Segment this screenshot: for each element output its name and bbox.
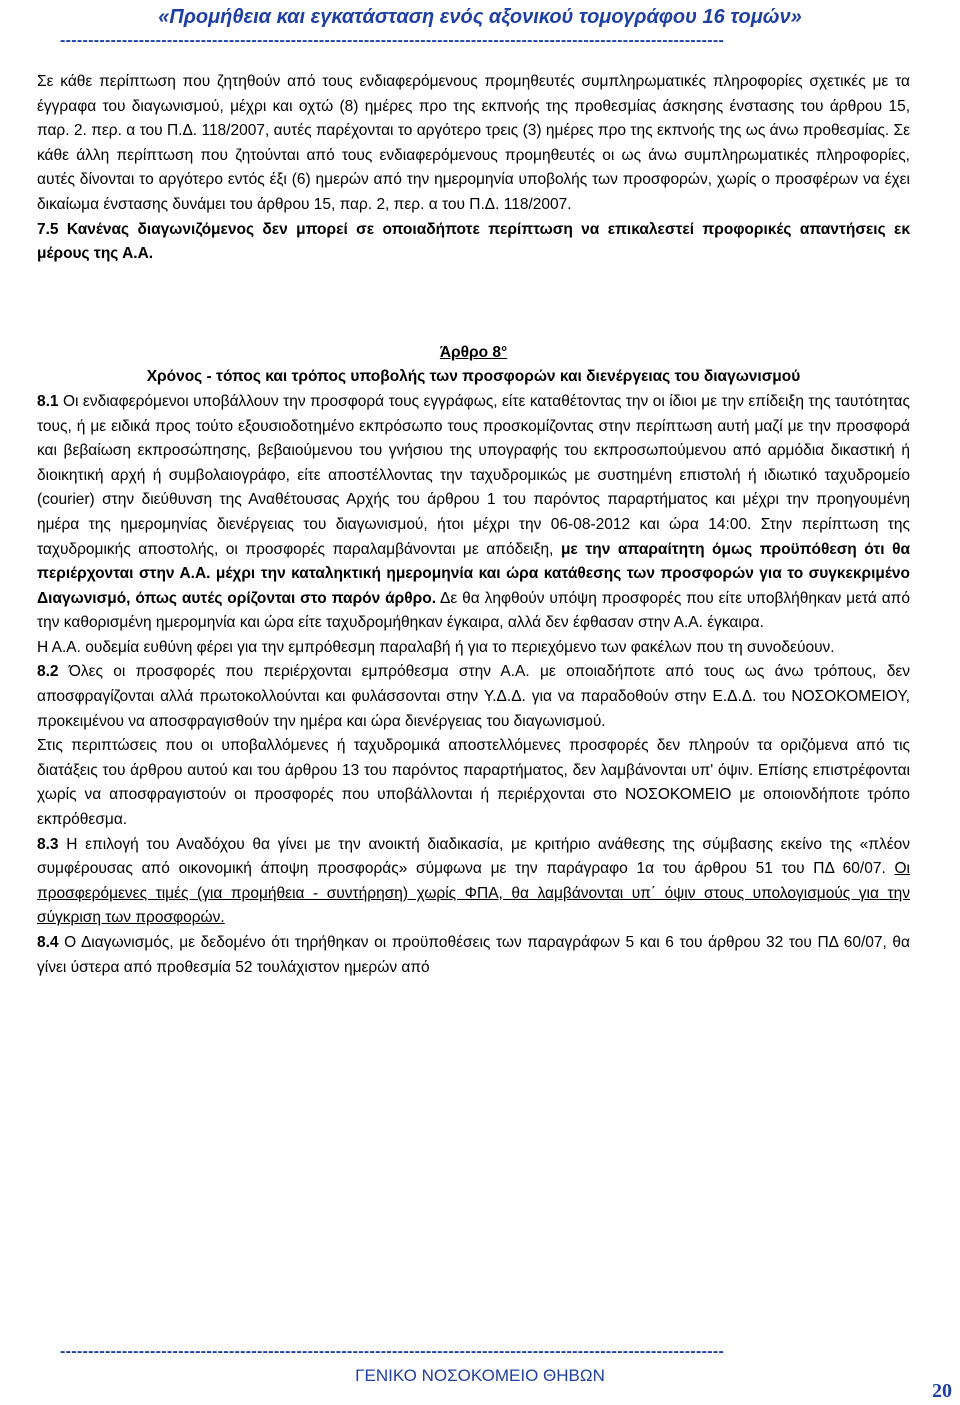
paragraph-7-4: Σε κάθε περίπτωση που ζητηθούν από τους ενδιαφερόμενους προμηθευτές συμπληρωματικές πληροφορίες σχετικές με τα έγγραφα του διαγωνισμού, μέχρι και οχτώ (8) ημέρες προ της εκπνοής της προθεσμίας άσκησης ένστασης του άρθρου 15, παρ. 2. περ. α του Π.Δ. 118/2007, αυτές παρέχονται το αργότερο τρεις (3) ημέρες προ της εκπνοής της ως άνω προθεσμίας. Σε κάθε άλλη περίπτωση που ζητούνται από τους ενδιαφερόμενους προμηθευτές οι ως άνω συμπληρωματικές πληροφορίες, αυτές δίνονται το αργότερο εντός έξι (6) ημερών από την ημερομηνία υποβολής των προσφορών, χωρίς ο προσφέρων να έχει δικαίωμα ένστασης δυνάμει του άρθρου 15, παρ. 2, περ. α του Π.Δ. 118/2007. [37, 73, 910, 213]
section-text: Όλες οι προσφορές που περιέρχονται εμπρόθεσμα στην Α.Α. με οποιαδήποτε από τους ως άνω τρόπους, δεν αποσφραγίζονται αλλά πρωτοκολλούνται και φυλάσσονται στην Υ.Δ.Δ. για να παραδοθούν στην Ε.Δ.Δ. του ΝΟΣΟΚΟΜΕΙΟΥ, προκειμένου να αποσφραγισθούν την ημέρα και ώρα διενέργειας του διαγωνισμού. [37, 663, 910, 730]
header-title: «Προμήθεια και εγκατάσταση ενός αξονικού τομογράφου 16 τομών» [158, 6, 802, 28]
footer-rule: ---------------------------------------------------------------------------------------------------------------------- [60, 1343, 725, 1360]
section-text: Δε θα ληφθούν υπόψη προσφορές που είτε υποβλήθηκαν μετά από την καθορισμένη ημερομηνία και ώρα είτε ταχυδρομήθηκαν έγκαιρα, αλλά δεν έφθασαν στην Α.Α. έγκαιρα. [37, 589, 910, 632]
article-title: Άρθρο 8° [439, 343, 508, 361]
body-text [37, 70, 910, 980]
section-bold-text: με την απαραίτητη όμως προϋπόθεση ότι θα περιέρχονται στην Α.Α. μέχρι την καταληκτική ημερομηνία και ώρα κατάθεσης των προσφορών για το συγκεκριμένο Διαγωνισμό, όπως αυτές ορίζονται στο παρόν άρθρο. [37, 540, 910, 607]
section-text: Ο Διαγωνισμός, με δεδομένο ότι τηρήθηκαν οι προϋποθέσεις των παραγράφων 5 και 6 του άρθρου 32 του ΠΔ 60/07, θα γίνει ύστερα από προθεσμία 52 τουλάχιστον ημερών από [37, 934, 910, 976]
section-8-2 [37, 660, 910, 734]
section-number: 8.3 [37, 835, 59, 853]
section-number: 8.4 [37, 934, 59, 951]
header-rule: ---------------------------------------------------------------------------------------------------------------------- [60, 32, 725, 49]
section-number: 8.2 [37, 663, 59, 681]
spacer [37, 267, 910, 341]
footer-org: ΓΕΝΙΚΟ ΝΟΣΟΚΟΜΕΙΟ ΘΗΒΩΝ [355, 1366, 605, 1385]
section-8-3 [37, 833, 910, 931]
section-text: Η επιλογή του Αναδόχου θα γίνει με την ανοικτή διαδικασία, με κριτήριο ανάθεσης της σύμβασης εκείνο της «πλέον συμφέρουσας από οικονομική άποψη προσφοράς» σύμφωνα με την παράγραφο 1α του άρθρου 51 του ΠΔ 60/07. [37, 835, 910, 878]
section-number: 8.1 [37, 392, 59, 410]
section-8-1 [37, 390, 910, 636]
paragraph-8-1-liability: Η Α.Α. ουδεμία ευθύνη φέρει για την εμπρόθεσμη παραλαβή ή για το περιεχόμενο των φακέλων που τη συνοδεύουν. [37, 638, 835, 656]
section-text: Οι ενδιαφερόμενοι υποβάλλουν την προσφορά τους εγγράφως, είτε καταθέτοντας την οι ίδιοι με την επίδειξη της ταυτότητας τους, ή με ειδικά προς τούτο εξουσιοδοτημένο εκπρόσωπο τους προσκομίζοντας στην περίπτωση αυτή μαζί με την προσφορά και βεβαίωση εκπροσώπησης, βεβαιούμενου του γνήσιου της υπογραφής του εκπροσωπούμενου από αρμόδια δικαστική ή διοικητική αρχή ή συμβολαιογράφο, είτε αποστέλλοντας την ταχυδρομικώς με συστημένη επιστολή ή ιδιωτικό ταχυδρομείο (courier) στην διεύθυνση της Αναθέτουσας Αρχής του άρθρου 1 του παρόντος παραρτήματος και μέχρι την προηγουμένη ημέρα της ημερομηνίας διενέργειας του διαγωνισμού, ήτοι μέχρι την 06-08-2012 και ώρα 14:00. Στην περίπτωση της ταχυδρομικής αποστολής, οι προσφορές παραλαμβάνονται με απόδειξη, [37, 392, 910, 558]
section-7-5: 7.5 Κανένας διαγωνιζόμενος δεν μπορεί σε οποιαδήποτε περίπτωση να επικαλεστεί προφορικές απαντήσεις εκ μέρους της Α.Α. [37, 220, 910, 263]
section-8-4 [37, 931, 910, 980]
article-subtitle: Χρόνος - τόπος και τρόπος υποβολής των προσφορών και διενέργειας του διαγωνισμού [146, 368, 801, 386]
section-underlined-text: Οι προσφερόμενες τιμές (για προμήθεια - συντήρηση) χωρίς ΦΠΑ, θα λαμβάνονται υπ΄ όψιν στους υπολογισμούς για την σύγκριση των προσφορών. [37, 860, 910, 927]
paragraph-8-2-returns: Στις περιπτώσεις που οι υποβαλλόμενες ή ταχυδρομικά αποστελλόμενες προσφορές δεν πληρούν τα οριζόμενα από τις διατάξεις του άρθρου αυτού και του άρθρου 13 του παρόντος παραρτήματος, δεν λαμβάνονται υπ' όψιν. Επίσης επιστρέφονται χωρίς να αποσφραγιστούν οι προσφορές που υποβάλλονται ή περιέρχονται στο ΝΟΣΟΚΟΜΕΙΟ με οποιονδήποτε τρόπο εκπρόθεσμα. [37, 737, 910, 829]
page-number: 20 [932, 1380, 952, 1402]
